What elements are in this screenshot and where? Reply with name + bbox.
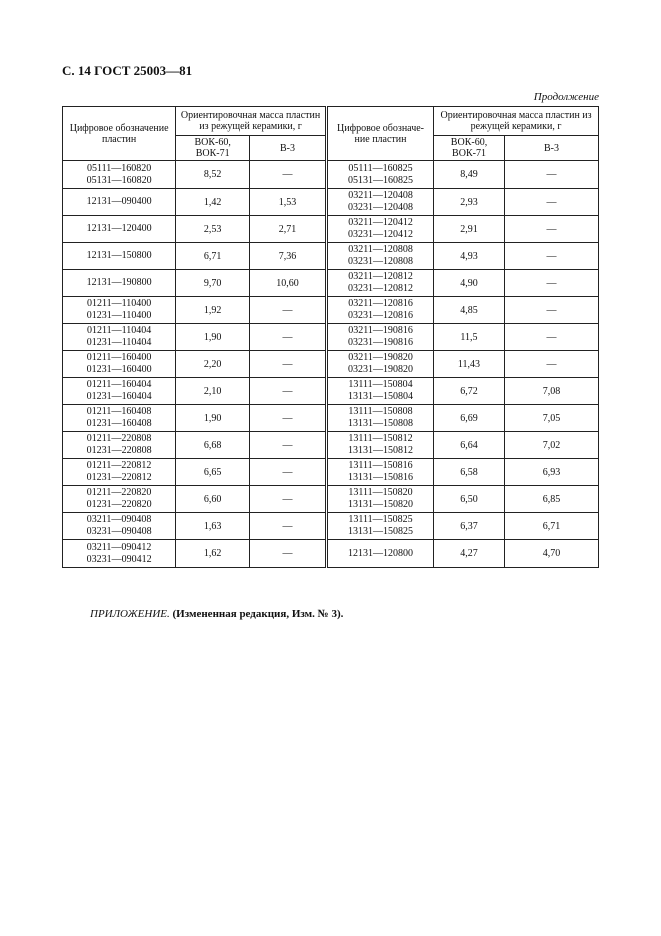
mass-vok-right: 4,93 [434, 243, 505, 270]
mass-vok-right: 11,5 [434, 324, 505, 351]
mass-v3-right: 4,70 [504, 540, 598, 568]
code-cell-left-line-2: 01231—220812 [86, 472, 152, 483]
header-code-right: Цифровое обозначе-ние пластин [326, 107, 433, 161]
header-v3-left: В-3 [250, 136, 327, 161]
code-cell-left [63, 270, 176, 297]
code-cell-right-line-2: 13131—150820 [348, 499, 414, 510]
code-cell-right [326, 216, 433, 243]
footnote-text: (Измененная редакция, Изм. № 3). [172, 608, 344, 620]
table-row [63, 324, 599, 351]
continuation-label: Продолжение [533, 91, 599, 103]
code-cell-right-line-2: 13131—150808 [348, 418, 414, 429]
code-cell-left-line-1: 12131—120400 [86, 223, 152, 234]
mass-v3-right: — [504, 161, 598, 189]
mass-vok-right: 4,27 [434, 540, 505, 568]
code-cell-left-line-2: 03231—090412 [86, 553, 152, 565]
code-cell-right [326, 378, 433, 405]
code-cell-left [63, 161, 176, 189]
mass-vok-left: 6,60 [176, 486, 250, 513]
code-cell-left-line-1: 01211—160408 [86, 406, 152, 417]
mass-v3-left: — [250, 486, 327, 513]
mass-v3-right: — [504, 324, 598, 351]
code-cell-right [326, 243, 433, 270]
code-cell-left [63, 486, 176, 513]
mass-v3-right: 7,02 [504, 432, 598, 459]
mass-vok-left: 1,62 [176, 540, 250, 568]
code-cell-right [326, 189, 433, 216]
code-cell-right-line-1: 03211—190820 [348, 352, 413, 363]
table-row [63, 459, 599, 486]
header-mass-group-left: Ориентировочная масса пластин из режущей керамики, г [176, 107, 327, 136]
code-cell-right-line-2: 13131—150825 [348, 526, 414, 537]
mass-v3-left: — [250, 351, 327, 378]
code-cell-left [63, 432, 176, 459]
code-cell-right-line-2: 03231—120412 [348, 229, 414, 240]
code-cell-right [326, 405, 433, 432]
mass-vok-right: 6,50 [434, 486, 505, 513]
code-cell-right [326, 161, 433, 189]
code-cell-right-line-1: 12131—120800 [348, 547, 414, 559]
mass-vok-left: 1,90 [176, 324, 250, 351]
code-cell-right-line-2: 13131—150816 [348, 472, 414, 483]
table-row [63, 189, 599, 216]
table-row [63, 161, 599, 189]
code-cell-right-line-2: 03231—190820 [348, 364, 414, 375]
code-cell-left-line-2: 01231—160408 [86, 418, 152, 429]
mass-v3-left: 1,53 [250, 189, 327, 216]
code-cell-right-line-1: 13111—150820 [348, 487, 413, 498]
mass-vok-left: 6,71 [176, 243, 250, 270]
header-v3-right: В-3 [504, 136, 598, 161]
code-cell-right-line-1: 13111—150812 [348, 433, 413, 444]
table-row [63, 540, 599, 568]
mass-v3-right: 6,85 [504, 486, 598, 513]
header-mass-group-right: Ориентировочная масса пластин из режущей керамики, г [434, 107, 599, 136]
code-cell-left-line-1: 03211—090408 [86, 514, 152, 525]
code-cell-right-line-1: 13111—150808 [348, 406, 413, 417]
code-cell-left-line-1: 12131—190800 [86, 277, 152, 288]
code-cell-left-line-1: 01211—220812 [86, 460, 152, 471]
mass-vok-left: 8,52 [176, 161, 250, 189]
mass-v3-left: — [250, 432, 327, 459]
code-cell-right [326, 324, 433, 351]
code-cell-right-line-1: 05111—160825 [348, 162, 413, 174]
mass-vok-left: 6,65 [176, 459, 250, 486]
code-cell-left [63, 351, 176, 378]
code-cell-left-line-2: 01231—160404 [86, 391, 152, 402]
mass-v3-left: — [250, 540, 327, 568]
mass-v3-right: — [504, 351, 598, 378]
code-cell-right-line-2: 03231—120408 [348, 202, 414, 213]
code-cell-right-line-2: 03231—190816 [348, 337, 414, 348]
mass-vok-left: 6,68 [176, 432, 250, 459]
mass-v3-right: 6,71 [504, 513, 598, 540]
mass-v3-right: — [504, 297, 598, 324]
code-cell-left-line-2: 03231—090408 [86, 526, 152, 537]
plate-mass-table [62, 106, 599, 568]
mass-vok-right: 6,69 [434, 405, 505, 432]
code-cell-left-line-2: 01231—160400 [86, 364, 152, 375]
mass-vok-right: 8,49 [434, 161, 505, 189]
code-cell-right-line-1: 13111—150804 [348, 379, 413, 390]
code-cell-right [326, 459, 433, 486]
code-cell-left [63, 378, 176, 405]
mass-v3-right: — [504, 270, 598, 297]
mass-vok-left: 2,53 [176, 216, 250, 243]
code-cell-left-line-2: 01231—220808 [86, 445, 152, 456]
code-cell-right-line-2: 13131—150804 [348, 391, 414, 402]
mass-v3-right: — [504, 189, 598, 216]
code-cell-right [326, 432, 433, 459]
code-cell-left-line-1: 05111—160820 [86, 162, 152, 174]
code-cell-right [326, 513, 433, 540]
mass-vok-right: 6,37 [434, 513, 505, 540]
mass-vok-right: 2,93 [434, 189, 505, 216]
mass-v3-right: — [504, 216, 598, 243]
table-row [63, 216, 599, 243]
mass-vok-left: 1,42 [176, 189, 250, 216]
code-cell-left-line-1: 03211—090412 [86, 541, 152, 553]
mass-v3-left: 2,71 [250, 216, 327, 243]
code-cell-left-line-2: 01231—110400 [86, 310, 152, 321]
mass-v3-left: — [250, 161, 327, 189]
code-cell-right-line-2: 03231—120816 [348, 310, 414, 321]
code-cell-right-line-1: 03211—120808 [348, 244, 413, 255]
code-cell-left-line-1: 12131—090400 [86, 196, 152, 207]
code-cell-left [63, 459, 176, 486]
mass-v3-left: — [250, 378, 327, 405]
code-cell-right-line-2: 03231—120808 [348, 256, 414, 267]
code-cell-right-line-1: 13111—150825 [348, 514, 413, 525]
mass-vok-right: 4,85 [434, 297, 505, 324]
mass-v3-left: 7,36 [250, 243, 327, 270]
code-cell-left [63, 189, 176, 216]
code-cell-right-line-1: 03211—120408 [348, 190, 413, 201]
mass-v3-left: — [250, 513, 327, 540]
code-cell-left [63, 540, 176, 568]
mass-vok-left: 2,20 [176, 351, 250, 378]
code-cell-left-line-1: 01211—220808 [86, 433, 152, 444]
code-cell-right [326, 270, 433, 297]
code-cell-left [63, 513, 176, 540]
table-row [63, 513, 599, 540]
header-vok-right: ВОК-60, ВОК-71 [434, 136, 505, 161]
mass-v3-left: 10,60 [250, 270, 327, 297]
code-cell-left [63, 216, 176, 243]
code-cell-left-line-1: 01211—160400 [86, 352, 152, 363]
code-cell-right-line-2: 03231—120812 [348, 283, 414, 294]
code-cell-right [326, 540, 433, 568]
table-row [63, 297, 599, 324]
mass-v3-left: — [250, 297, 327, 324]
table-row [63, 270, 599, 297]
table-row [63, 378, 599, 405]
code-cell-right-line-1: 03211—190816 [348, 325, 413, 336]
table-row [63, 486, 599, 513]
code-cell-left [63, 243, 176, 270]
table-row [63, 405, 599, 432]
footnote-label: ПРИЛОЖЕНИЕ. [90, 608, 170, 620]
mass-v3-right: 7,08 [504, 378, 598, 405]
mass-vok-left: 1,92 [176, 297, 250, 324]
code-cell-right-line-1: 03211—120412 [348, 217, 413, 228]
code-cell-right-line-1: 03211—120812 [348, 271, 413, 282]
header-vok-left: ВОК-60, ВОК-71 [176, 136, 250, 161]
code-cell-left-line-1: 12131—150800 [86, 250, 152, 261]
footnote [90, 608, 343, 620]
mass-v3-left: — [250, 324, 327, 351]
code-cell-right-line-2: 05131—160825 [348, 174, 414, 186]
code-cell-right-line-2: 13131—150812 [348, 445, 414, 456]
mass-vok-left: 2,10 [176, 378, 250, 405]
code-cell-left [63, 405, 176, 432]
page-header: С. 14 ГОСТ 25003—81 [62, 63, 193, 78]
mass-vok-right: 6,64 [434, 432, 505, 459]
mass-v3-right: 7,05 [504, 405, 598, 432]
code-cell-left-line-2: 05131—160820 [86, 174, 152, 186]
code-cell-left-line-1: 01211—220820 [86, 487, 152, 498]
mass-v3-left: — [250, 405, 327, 432]
code-cell-right-line-1: 03211—120816 [348, 298, 413, 309]
code-cell-right [326, 486, 433, 513]
table-row [63, 243, 599, 270]
code-cell-left [63, 297, 176, 324]
code-cell-left-line-1: 01211—160404 [86, 379, 152, 390]
code-cell-right [326, 297, 433, 324]
mass-vok-right: 2,91 [434, 216, 505, 243]
mass-vok-left: 1,63 [176, 513, 250, 540]
code-cell-left-line-2: 01231—220820 [86, 499, 152, 510]
header-code-left: Цифровое обозначение пластин [63, 107, 176, 161]
mass-vok-right: 6,72 [434, 378, 505, 405]
table-row [63, 432, 599, 459]
code-cell-right [326, 351, 433, 378]
code-cell-left-line-2: 01231—110404 [86, 337, 152, 348]
mass-v3-right: — [504, 243, 598, 270]
mass-vok-left: 9,70 [176, 270, 250, 297]
mass-v3-right: 6,93 [504, 459, 598, 486]
mass-vok-right: 6,58 [434, 459, 505, 486]
code-cell-left [63, 324, 176, 351]
table-row [63, 351, 599, 378]
code-cell-left-line-1: 01211—110404 [86, 325, 152, 336]
mass-v3-left: — [250, 459, 327, 486]
mass-vok-right: 4,90 [434, 270, 505, 297]
mass-vok-right: 11,43 [434, 351, 505, 378]
mass-vok-left: 1,90 [176, 405, 250, 432]
code-cell-right-line-1: 13111—150816 [348, 460, 413, 471]
code-cell-left-line-1: 01211—110400 [86, 298, 152, 309]
